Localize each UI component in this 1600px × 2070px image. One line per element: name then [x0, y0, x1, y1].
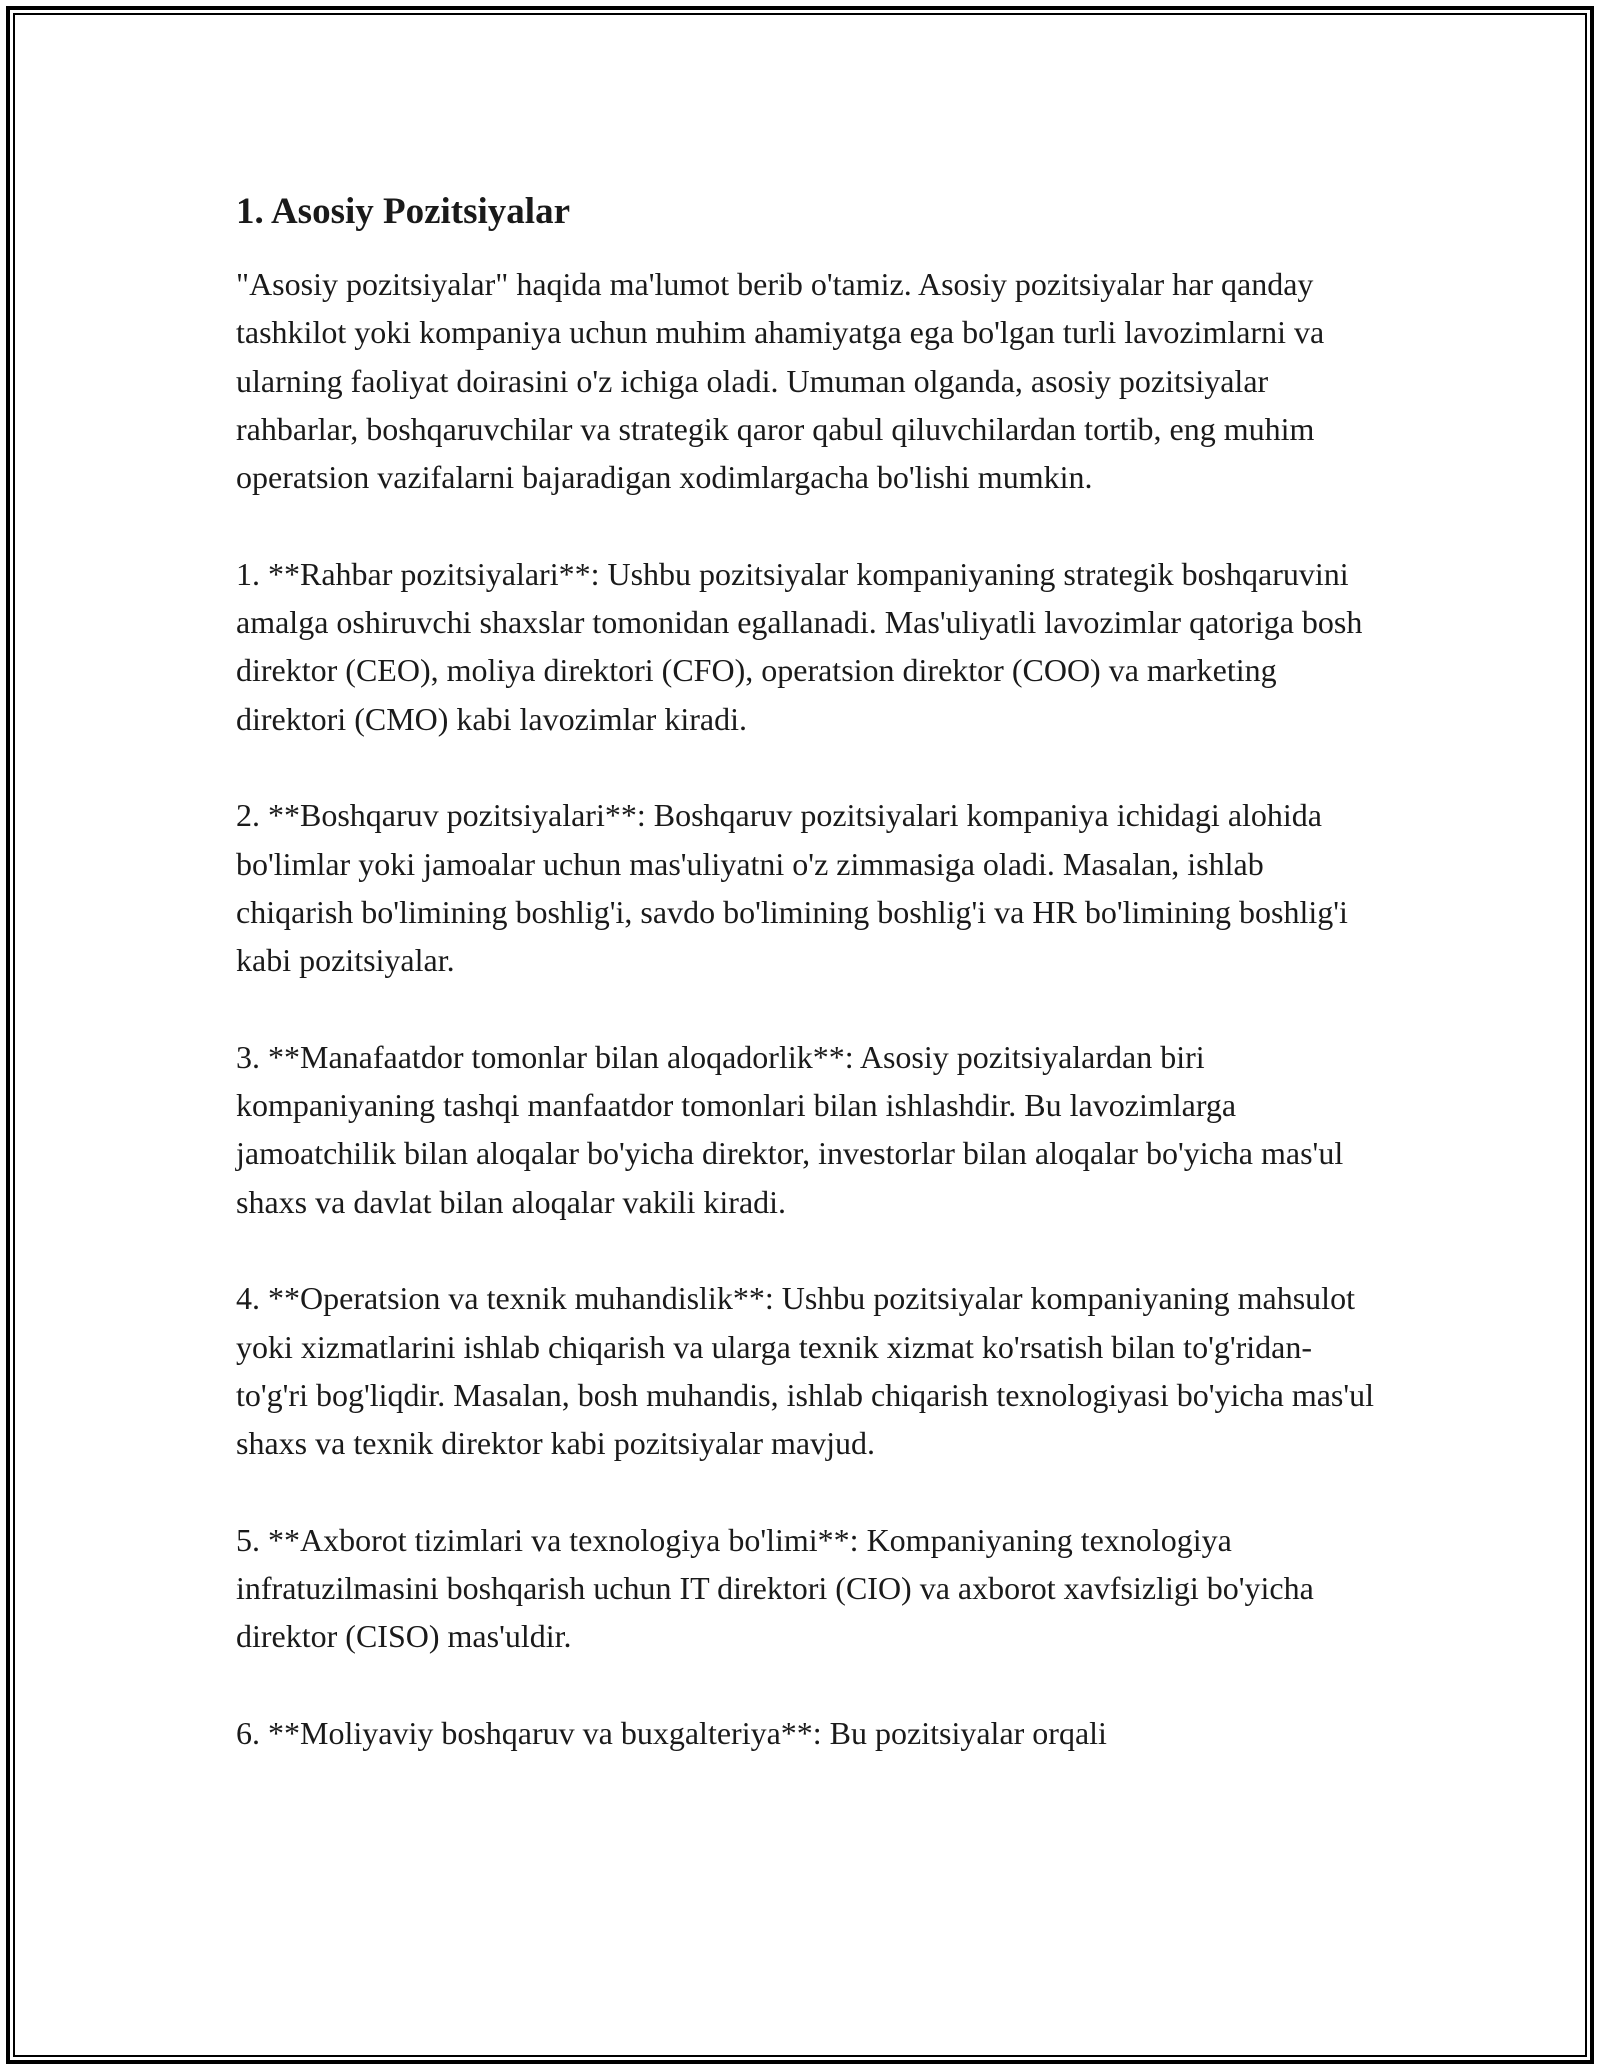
list-item-leaders: 1. **Rahbar pozitsiyalari**: Ushbu pozitsiyalar kompaniyaning strategik boshqaruvini amalga oshiruvchi shaxslar tomonidan egallanadi. Mas'uliyatli lavozimlar qatoriga bosh direktor (CEO), moliya direktori (CFO), operatsion direktor (COO) va marketing direktori (CMO) kabi lavozimlar kiradi. [236, 555, 1363, 737]
page-title: 1. Asosiy Pozitsiyalar [236, 191, 571, 232]
document-body [236, 188, 1376, 1806]
list-item-management: 2. **Boshqaruv pozitsiyalari**: Boshqaruv pozitsiyalari kompaniya ichidagi alohida bo'limlar yoki jamoalar uchun mas'uliyatni o'z zimmasiga oladi. Masalan, ishlab chiqarish bo'limining boshlig'i, savdo bo'limining boshlig'i va HR bo'limining boshlig'i kabi pozitsiyalar. [236, 797, 1348, 979]
intro-paragraph: "Asosiy pozitsiyalar" haqida ma'lumot berib o'tamiz. Asosiy pozitsiyalar har qanday tashkilot yoki kompaniya uchun muhim ahamiyatga ega bo'lgan turli lavozimlarni va ularning faoliyat doirasini o'z ichiga oladi. Umuman olganda, asosiy pozitsiyalar rahbarlar, boshqaruvchilar va strategik qaror qabul qiluvchilardan tortib, eng muhim operatsion vazifalarni bajaradigan xodimlargacha bo'lishi mumkin. [236, 266, 1325, 496]
list-item-stakeholders: 3. **Manafaatdor tomonlar bilan aloqadorlik**: Asosiy pozitsiyalardan biri kompaniyaning tashqi manfaatdor tomonlari bilan ishlashdir. Bu lavozimlarga jamoatchilik bilan aloqalar bo'yicha direktor, investorlar bilan aloqalar bo'yicha mas'ul shaxs va davlat bilan aloqalar vakili kiradi. [236, 1038, 1344, 1220]
list-item-it: 5. **Axborot tizimlari va texnologiya bo'limi**: Kompaniyaning texnologiya infratuzilmasini boshqarish uchun IT direktori (CIO) va axborot xavfsizligi bo'yicha direktor (CISO) mas'uldir. [236, 1521, 1314, 1655]
list-item-operations: 4. **Operatsion va texnik muhandislik**: Ushbu pozitsiyalar kompaniyaning mahsulot yoki xizmatlarini ishlab chiqarish va ularga texnik xizmat ko'rsatish bilan to'g'ridan-to'g'ri bog'liqdir. Masalan, bosh muhandis, ishlab chiqarish texnologiyasi bo'yicha mas'ul shaxs va texnik direktor kabi pozitsiyalar mavjud. [236, 1280, 1375, 1462]
list-item-finance: 6. **Moliyaviy boshqaruv va buxgalteriya**: Bu pozitsiyalar orqali [236, 1714, 1107, 1751]
